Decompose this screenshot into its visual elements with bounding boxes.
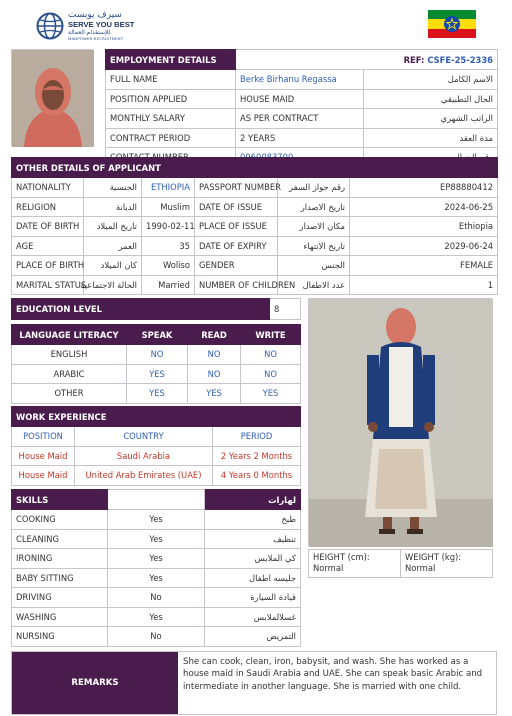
work-period: 4 Years 0 Months: [213, 466, 301, 486]
issue-date-value: 2024-06-25: [350, 197, 498, 217]
row-label-ar: الاسم الكامل: [364, 70, 498, 90]
cell-label: MARITAL STATUS: [12, 275, 84, 295]
skill-name: CLEANING: [12, 529, 108, 549]
cell-label: NUMBER OF CHILDREN: [195, 275, 278, 295]
read-value: NO: [188, 345, 241, 365]
skill-row: [12, 510, 301, 530]
cell-label: NATIONALITY: [12, 178, 84, 198]
religion-value: Muslim: [142, 197, 195, 217]
skills-header-blank: [108, 490, 205, 510]
work-experience-table: [11, 406, 301, 486]
employment-row: [106, 109, 498, 129]
skill-name: NURSING: [12, 627, 108, 647]
star-icon: [446, 18, 458, 30]
ref-cell: [236, 50, 498, 70]
language-row: [12, 384, 301, 404]
age-value: 35: [142, 236, 195, 256]
employment-title: EMPLOYMENT DETAILS: [106, 50, 236, 70]
row-label: MONTHLY SALARY: [106, 109, 236, 129]
row-label: FULL NAME: [106, 70, 236, 90]
work-row: [12, 466, 301, 486]
language-name: ARABIC: [12, 364, 127, 384]
skill-value: Yes: [108, 529, 205, 549]
gender-value: FEMALE: [350, 256, 498, 276]
skills-title-ar: لهارات: [205, 490, 301, 510]
work-position: House Maid: [12, 446, 75, 466]
brand-logo: [36, 10, 166, 44]
write-header: WRITE: [241, 325, 301, 345]
cell-label: AGE: [12, 236, 84, 256]
other-row: [12, 236, 498, 256]
read-header: READ: [188, 325, 241, 345]
skill-name-ar: التمريض: [205, 627, 301, 647]
skill-row: [12, 529, 301, 549]
education-value: 8: [270, 299, 301, 320]
country-header: COUNTRY: [75, 427, 213, 447]
passport-value: EP88880412: [350, 178, 498, 198]
other-details-table: [11, 157, 498, 295]
cell-label-ar: تاريخ الميلاد: [84, 217, 142, 237]
weight-label: WEIGHT (kg):: [405, 552, 462, 562]
skill-row: [12, 588, 301, 608]
language-name: OTHER: [12, 384, 127, 404]
ref-label: REF:: [403, 54, 425, 65]
row-label-ar: الحال التطبيقي: [364, 89, 498, 109]
full-name-value: Berke Birhanu Regassa: [236, 70, 364, 90]
issue-place-value: Ethiopia: [350, 217, 498, 237]
birth-place-value: Woliso: [142, 256, 195, 276]
language-row: [12, 364, 301, 384]
skill-value: No: [108, 627, 205, 647]
cell-label-ar: العمر: [84, 236, 142, 256]
other-row: [12, 197, 498, 217]
other-row: [12, 217, 498, 237]
cell-label: DATE OF ISSUE: [195, 197, 278, 217]
skill-name-ar: طبخ: [205, 510, 301, 530]
cell-label-ar: الحالة الاجتماعية: [84, 275, 142, 295]
employment-details-table: [105, 49, 498, 168]
speak-value: NO: [127, 345, 188, 365]
cell-label: PLACE OF ISSUE: [195, 217, 278, 237]
cell-label-ar: تاريخ الاصدار: [278, 197, 350, 217]
skill-name: DRIVING: [12, 588, 108, 608]
cell-label-ar: الجنس: [278, 256, 350, 276]
speak-value: YES: [127, 364, 188, 384]
height-value: Normal: [313, 562, 344, 573]
birth-date-value: 1990-02-11: [142, 217, 195, 237]
language-name: ENGLISH: [12, 345, 127, 365]
skill-row: [12, 607, 301, 627]
education-table: [11, 298, 301, 320]
other-details-title: OTHER DETAILS OF APPLICANT: [12, 158, 498, 178]
period-header: PERIOD: [213, 427, 301, 447]
skill-name-ar: جليسه اطفال: [205, 568, 301, 588]
skill-row: [12, 568, 301, 588]
skill-value: Yes: [108, 549, 205, 569]
ref-number: CSFE-25-2336: [427, 54, 494, 65]
cell-label-ar: الجنسية: [84, 178, 142, 198]
skill-value: No: [108, 588, 205, 608]
education-label: EDUCATION LEVEL: [12, 299, 270, 320]
speak-value: YES: [127, 384, 188, 404]
cell-label-ar: مكان الاصدار: [278, 217, 350, 237]
work-country: United Arab Emirates (UAE): [75, 466, 213, 486]
other-row: [12, 256, 498, 276]
employment-row: [106, 89, 498, 109]
cell-label: DATE OF BIRTH: [12, 217, 84, 237]
ethiopia-flag: [428, 10, 476, 38]
skill-row: [12, 549, 301, 569]
work-country: Saudi Arabia: [75, 446, 213, 466]
write-value: NO: [241, 345, 301, 365]
work-position: House Maid: [12, 466, 75, 486]
row-label: CONTRACT PERIOD: [106, 128, 236, 148]
cell-label-ar: رقم جواز السفر: [278, 178, 350, 198]
contract-period-value: 2 YEARS: [236, 128, 364, 148]
measurements-table: [308, 549, 493, 578]
language-row: [12, 345, 301, 365]
skill-name-ar: تنظيف: [205, 529, 301, 549]
cell-label-ar: عدد الاطفال: [278, 275, 350, 295]
brand-sub: MANPOWER RECRUITMENT: [68, 36, 124, 41]
skill-value: Yes: [108, 510, 205, 530]
skill-value: Yes: [108, 607, 205, 627]
skill-name-ar: قيادة السيارة: [205, 588, 301, 608]
write-value: NO: [241, 364, 301, 384]
other-row: [12, 178, 498, 198]
applicant-portrait: [11, 49, 93, 146]
skill-name: IRONING: [12, 549, 108, 569]
nationality-value: ETHIOPIA: [142, 178, 195, 198]
marital-status-value: Married: [142, 275, 195, 295]
employment-row: [106, 70, 498, 90]
speak-header: SPEAK: [127, 325, 188, 345]
weight-cell: [401, 550, 493, 578]
write-value: YES: [241, 384, 301, 404]
brand-arabic: سيرف يوبست: [68, 10, 122, 20]
cell-label-ar: كان الميلاد: [84, 256, 142, 276]
weight-value: Normal: [405, 562, 436, 573]
employment-row: [106, 128, 498, 148]
language-header: LANGUAGE LITERACY: [12, 325, 127, 345]
skill-value: Yes: [108, 568, 205, 588]
work-title: WORK EXPERIENCE: [12, 407, 301, 427]
position-header: POSITION: [12, 427, 75, 447]
skill-row: [12, 627, 301, 647]
children-value: 1: [350, 275, 498, 295]
row-label-ar: الراتب الشهري: [364, 109, 498, 129]
skill-name: COOKING: [12, 510, 108, 530]
cell-label-ar: الديانة: [84, 197, 142, 217]
expiry-date-value: 2029-06-24: [350, 236, 498, 256]
remarks-section: [11, 651, 497, 715]
skill-name-ar: كي الملابس: [205, 549, 301, 569]
cell-label: RELIGION: [12, 197, 84, 217]
skill-name: WASHING: [12, 607, 108, 627]
skills-title: SKILLS: [12, 490, 108, 510]
row-label-ar: مدة العقد: [364, 128, 498, 148]
cell-label: GENDER: [195, 256, 278, 276]
height-cell: [309, 550, 401, 578]
skill-name: BABY SITTING: [12, 568, 108, 588]
remarks-text: She can cook, clean, iron, babysit, and wash. She has worked as a house maid in Saudi Arabia and UAE. She can speak basic Arabic and intermediate in another language. She is married with one child.: [183, 657, 483, 692]
brand-tagline: للإستقدام العمالة: [68, 29, 111, 36]
skills-table: [11, 489, 301, 647]
cell-label: DATE OF EXPIRY: [195, 236, 278, 256]
position-value: HOUSE MAID: [236, 89, 364, 109]
salary-value: AS PER CONTRACT: [236, 109, 364, 129]
height-label: HEIGHT (cm):: [313, 552, 370, 562]
work-row: [12, 446, 301, 466]
brand-name: SERVE YOU BEST: [68, 20, 135, 29]
cell-label-ar: تاريخ الانتهاء: [278, 236, 350, 256]
read-value: YES: [188, 384, 241, 404]
globe-logo-icon: [36, 12, 64, 40]
row-label: POSITION APPLIED: [106, 89, 236, 109]
language-table: [11, 324, 301, 404]
cell-label: PASSPORT NUMBER: [195, 178, 278, 198]
applicant-full-photo: [308, 298, 492, 546]
cell-label: PLACE OF BIRTH: [12, 256, 84, 276]
remarks-label: REMARKS: [12, 652, 178, 714]
other-row: [12, 275, 498, 295]
skill-name-ar: غسلالملابس: [205, 607, 301, 627]
work-period: 2 Years 2 Months: [213, 446, 301, 466]
read-value: NO: [188, 364, 241, 384]
